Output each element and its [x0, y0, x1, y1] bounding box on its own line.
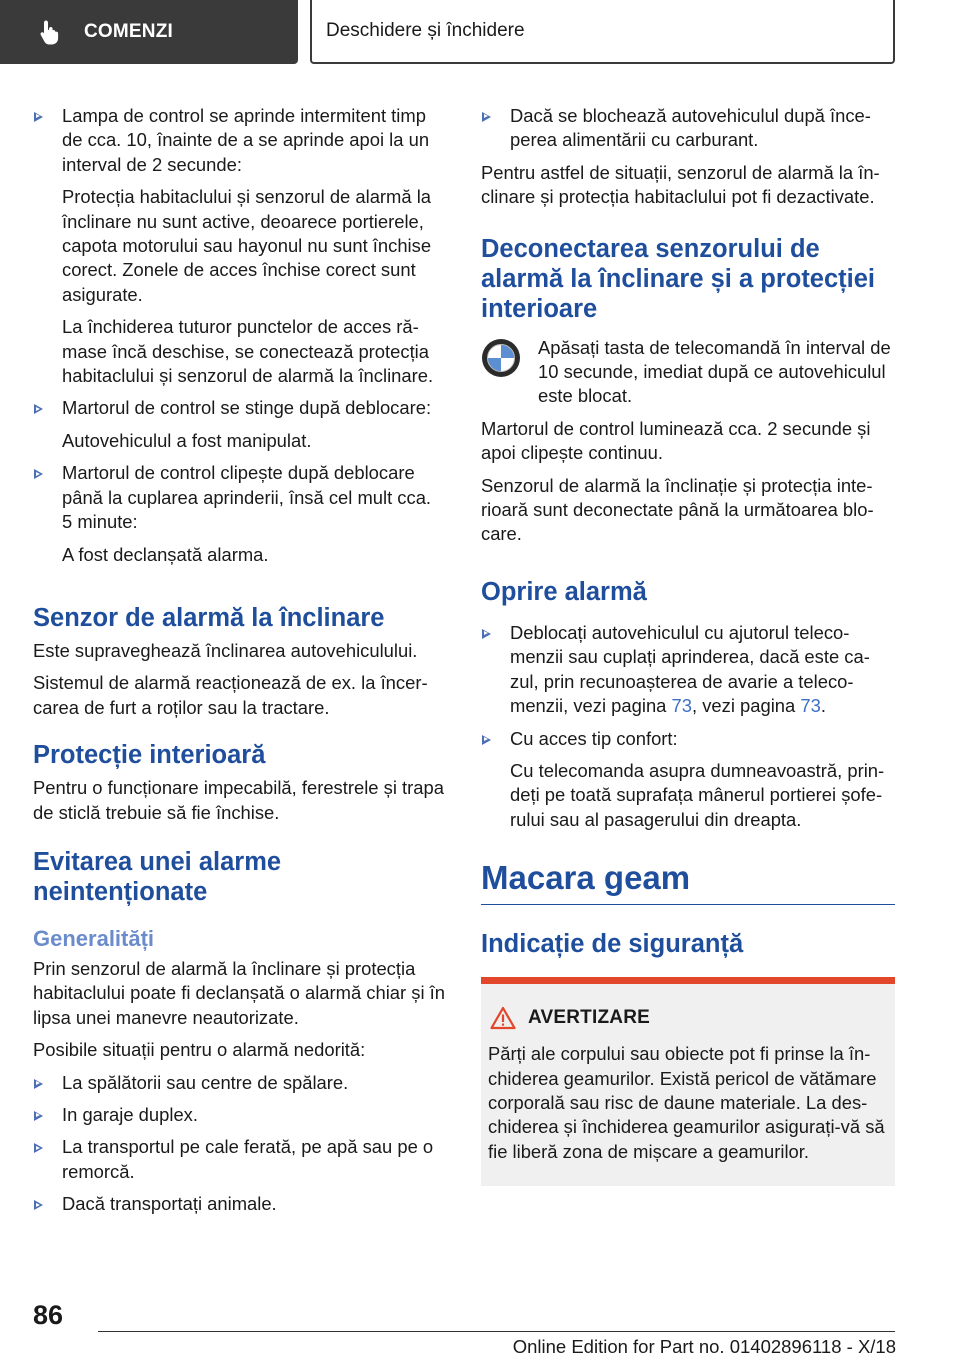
heading-tilt-sensor: Senzor de alarmă la înclinare [33, 603, 385, 632]
heading-stop-alarm: Oprire alarmă [481, 577, 647, 606]
list-item-text [510, 621, 895, 719]
sub-paragraph: Cu telecomanda asupra dumneavoastră, prin- deți pe toată suprafața mânerul portierei șofe- rului sau al pasagerului din dreapta. [510, 759, 885, 830]
bmw-logo-icon [481, 338, 521, 378]
list-item-text: Dacă transportați animale. [62, 1193, 277, 1215]
warning-triangle-icon [490, 1006, 516, 1030]
sub-paragraph: A fost declanșată alarma. [62, 543, 269, 565]
bullet-triangle-icon [34, 1111, 43, 1121]
list-item-text: Martorul de control se stinge după deblocare: [62, 397, 432, 419]
warning-box [481, 977, 895, 1186]
right-column [481, 104, 895, 1186]
list-item-text: Dacă se blochează autovehiculul după înce- perea alimentării cu carburant. [510, 105, 871, 151]
heading-rule [481, 904, 895, 905]
sub-paragraph: La închiderea tuturor punctelor de acces ră- mase încă deschise, se conectează protecția habitaclului și senzorul de alarmă la înclinare. [62, 316, 434, 387]
list-item-text-part: Deblocați autovehiculul cu ajutorul teleco- menzii sau cuplați aprinderea, dacă este ca- zul, prin recunoașterea de avarie a teleco- menzii, vezi pagina [510, 621, 870, 717]
heading-avoid-alarm: Evitarea unei alarme neintenționate [33, 847, 282, 906]
sub-paragraph: Protecția habitaclului și senzorul de alarmă la înclinare nu sunt active, deoarece portierele, capota motorului sau hayonul nu sunt închise corect. Zonele de acces închise corect sunt asigurate. [62, 186, 432, 305]
heading-general: Generalități [33, 925, 155, 951]
warning-text: Părți ale corpului sau obiecte pot fi prinse la în- chiderea geamurilor. Există pericol de vătămare corporală sau risc de daune materiale. La des- chiderea și închiderea geamurilor asigurați-vă să fie liberă zona de mișcare a geamurilor. [488, 1043, 885, 1162]
heading-window-lift: Macara geam [481, 859, 691, 897]
list-item [481, 621, 895, 719]
sub-paragraph: Autovehiculul a fost manipulat. [62, 429, 312, 451]
footer-rule [98, 1331, 895, 1332]
warning-header [488, 1006, 887, 1030]
list-item-text-part: , vezi pagina [691, 695, 801, 717]
heading-interior-protection: Protecție interioară [33, 741, 266, 770]
list-item [33, 104, 445, 177]
footer-edition: Online Edition for Part no. 01402896118 - X/18 [512, 1336, 896, 1357]
list-item [481, 104, 895, 153]
paragraph: Apăsați tasta de telecomandă în interval de 10 secunde, imediat după ce autovehiculul este blocat. [538, 336, 891, 407]
page-number: 86 [33, 1300, 64, 1330]
page-link[interactable]: 73 [671, 695, 692, 717]
paragraph: Senzorul de alarmă la înclinație și protecția inte- rioară sunt deconectate până la următoarea blo- care. [481, 474, 874, 545]
paragraph: Posibile situații pentru o alarmă nedorită: [33, 1039, 366, 1061]
section-title: COMENZI [84, 21, 174, 42]
list-item [33, 1103, 445, 1127]
bullet-triangle-icon [34, 112, 43, 122]
list-item-text: Lampa de control se aprinde intermitent timp de cca. 10, înainte de a se aprinde apoi la un interval de 2 secunde: [62, 105, 430, 175]
chapter-tab [310, 0, 895, 64]
list-item [33, 1192, 445, 1216]
bullet-triangle-icon [34, 1200, 43, 1210]
list-item [33, 396, 445, 420]
hand-pointer-icon [38, 19, 62, 45]
list-item [33, 1071, 445, 1095]
bullet-triangle-icon [482, 629, 491, 639]
list-item-text: La spălătorii sau centre de spălare. [62, 1071, 349, 1093]
list-item [481, 727, 895, 751]
chapter-title: Deschidere și închidere [326, 20, 525, 41]
bullet-triangle-icon [482, 112, 491, 122]
left-column [33, 104, 445, 1225]
section-tab [0, 0, 298, 64]
bullet-triangle-icon [482, 735, 491, 745]
list-item-text: La transportul pe cale ferată, pe apă sau pe o remorcă. [62, 1136, 434, 1182]
page-link[interactable]: 73 [800, 695, 821, 717]
bullet-triangle-icon [34, 469, 43, 479]
key-press-paragraph [481, 336, 895, 409]
list-item-text-part: . [820, 695, 826, 717]
paragraph: Prin senzorul de alarmă la înclinare și protecția habitaclului poate fi declanșată o alarmă chiar și în lipsa unei manevre neautorizate. [33, 957, 445, 1028]
bullet-triangle-icon [34, 1079, 43, 1089]
paragraph: Pentru astfel de situații, senzorul de alarmă la în- clinare și protecția habitaclului pot fi dezactivate. [481, 161, 880, 208]
bullet-triangle-icon [34, 1143, 43, 1153]
list-item [33, 461, 445, 534]
heading-safety: Indicație de siguranță [481, 930, 744, 959]
paragraph: Martorul de control luminează cca. 2 secunde și apoi clipește continuu. [481, 417, 871, 464]
list-item-text: Cu acces tip confort: [510, 727, 678, 749]
paragraph: Pentru o funcționare impecabilă, ferestrele și trapa de sticlă trebuie să fie închise. [33, 777, 444, 823]
heading-disconnect: Deconectarea senzorului de alarmă la înclinare și a protecției interioare [481, 234, 876, 323]
list-item-text: Martorul de control clipește după deblocare până la cuplarea aprinderii, însă cel mult cca. 5 minute: [62, 462, 432, 533]
list-item-text: In garaje duplex. [62, 1103, 198, 1125]
paragraph: Sistemul de alarmă reacționează de ex. la încer- carea de furt a roților sau la tractare. [33, 672, 428, 718]
paragraph: Este supraveghează înclinarea autovehiculului. [33, 639, 418, 661]
warning-title: AVERTIZARE [528, 1007, 650, 1029]
list-item [33, 1135, 445, 1184]
bullet-triangle-icon [34, 404, 43, 414]
